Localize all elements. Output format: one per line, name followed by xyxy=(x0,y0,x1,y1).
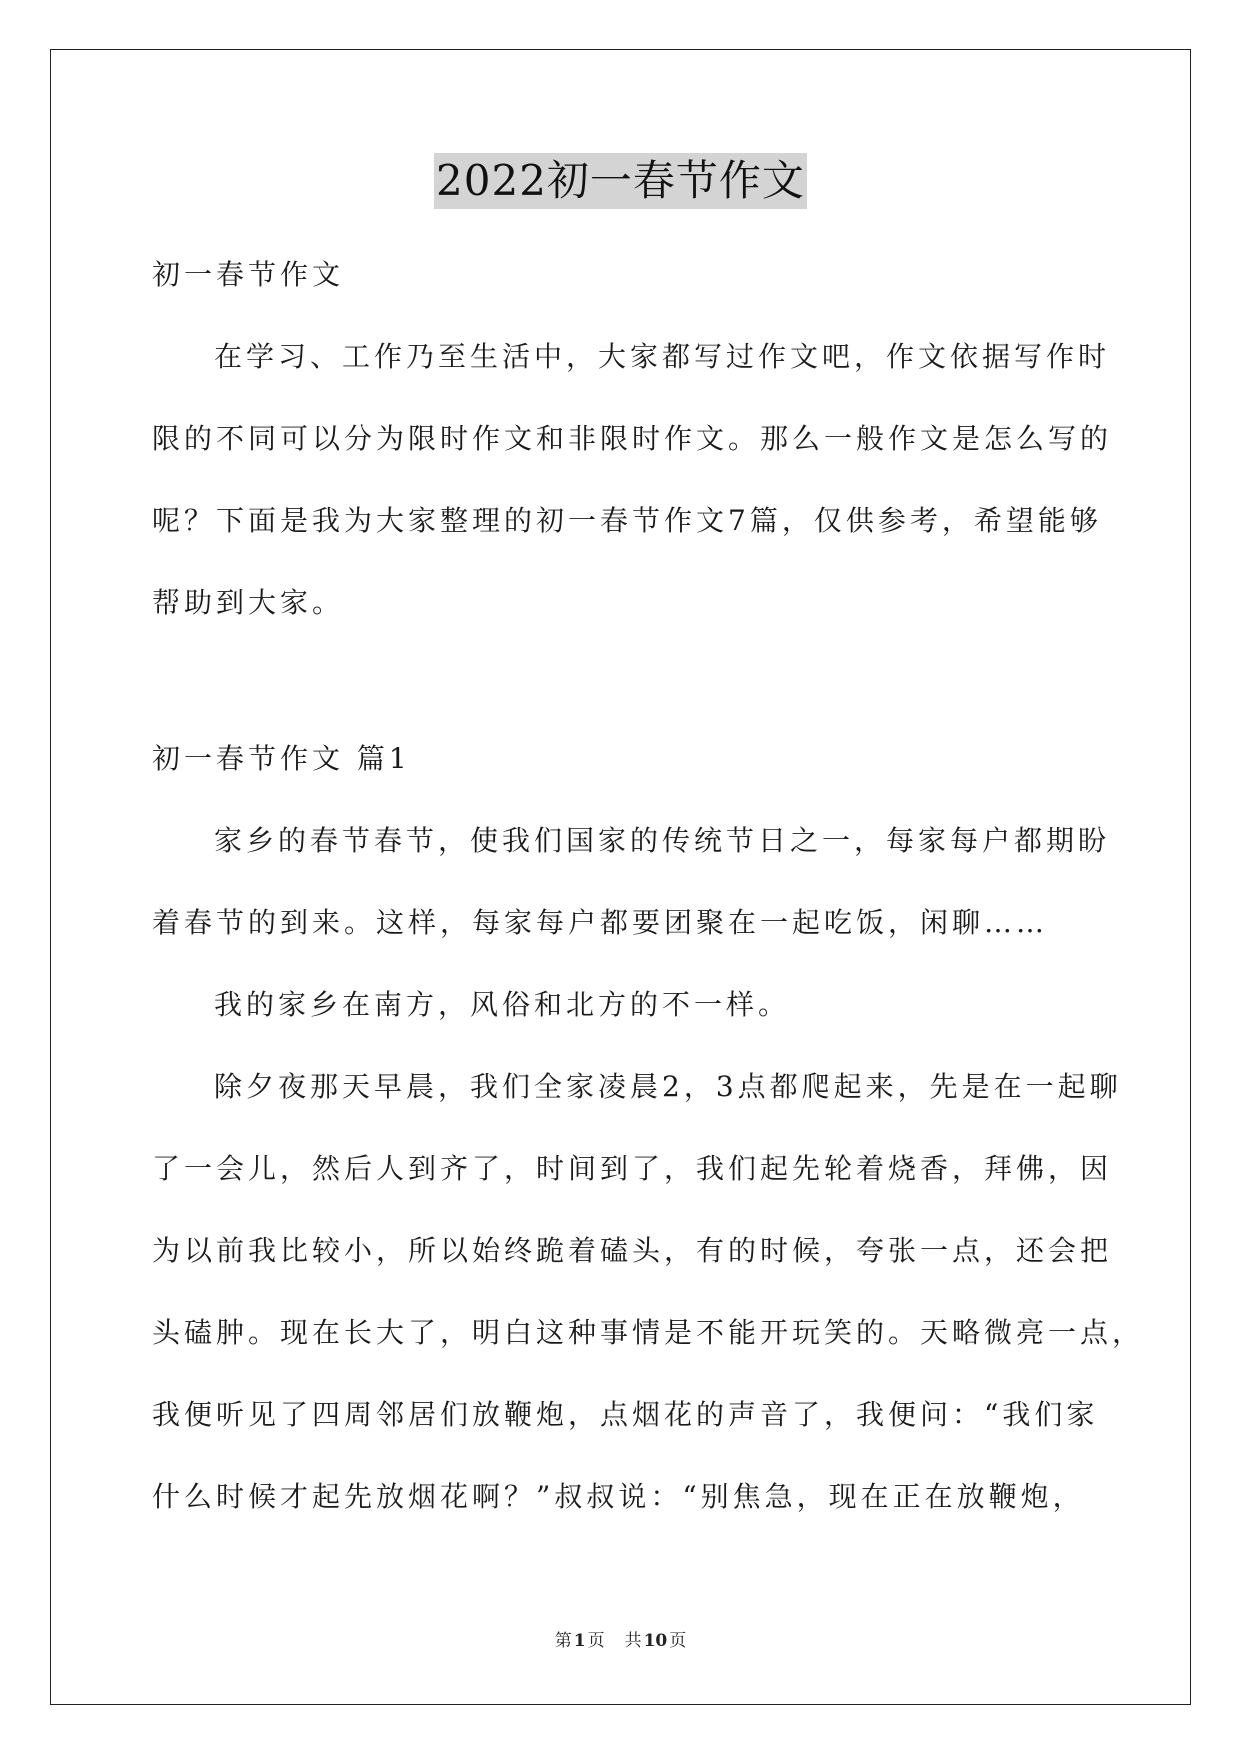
total-pages: 10 xyxy=(643,1631,668,1651)
intro-line: 呢？下面是我为大家整理的初一春节作文7篇，仅供参考，希望能够 xyxy=(152,504,1102,537)
section-heading: 初一春节作文 篇1 xyxy=(152,742,411,775)
paragraph-line: 头磕肿。现在长大了，明白这种事情是不能开玩笑的。天略微亮一点， xyxy=(152,1316,1145,1349)
paragraph-line: 除夕夜那天早晨，我们全家凌晨2，3点都爬起来，先是在一起聊 xyxy=(214,1070,1122,1103)
document-body xyxy=(152,234,1145,1538)
total-prefix: 共 xyxy=(624,1631,642,1651)
intro-line: 在学习、工作乃至生活中，大家都写过作文吧，作文依据写作时 xyxy=(214,340,1111,373)
intro-line: 限的不同可以分为限时作文和非限时作文。那么一般作文是怎么写的 xyxy=(152,422,1113,455)
paragraph-line: 家乡的春节春节，使我们国家的传统节日之一，每家每户都期盼 xyxy=(214,824,1111,857)
title-container xyxy=(0,153,1241,209)
paragraph-line: 着春节的到来。这样，每家每户都要团聚在一起吃饭，闲聊…… xyxy=(152,906,1049,939)
document-title: 2022初一春节作文 xyxy=(434,153,807,209)
paragraph-line: 了一会儿，然后人到齐了，时间到了，我们起先轮着烧香，拜佛，因 xyxy=(152,1152,1113,1185)
paragraph-line: 为以前我比较小，所以始终跪着磕头，有的时候，夸张一点，还会把 xyxy=(152,1234,1113,1267)
page-number: 1 xyxy=(573,1631,586,1651)
paragraph-line: 我便听见了四周邻居们放鞭炮，点烟花的声音了，我便问：“我们家 xyxy=(152,1398,1099,1431)
intro-line: 帮助到大家。 xyxy=(152,586,345,619)
paragraph-line: 我的家乡在南方，风俗和北方的不一样。 xyxy=(214,988,791,1021)
page-footer xyxy=(0,1626,1241,1651)
paragraph-gap xyxy=(152,644,1102,718)
total-suffix: 页 xyxy=(669,1631,687,1651)
paragraph-line: 什么时候才起先放烟花啊？”叔叔说：“别焦急，现在正在放鞭炮， xyxy=(152,1480,1085,1513)
subtitle: 初一春节作文 xyxy=(152,258,345,291)
page-suffix: 页 xyxy=(587,1631,605,1651)
page-prefix: 第 xyxy=(554,1631,572,1651)
